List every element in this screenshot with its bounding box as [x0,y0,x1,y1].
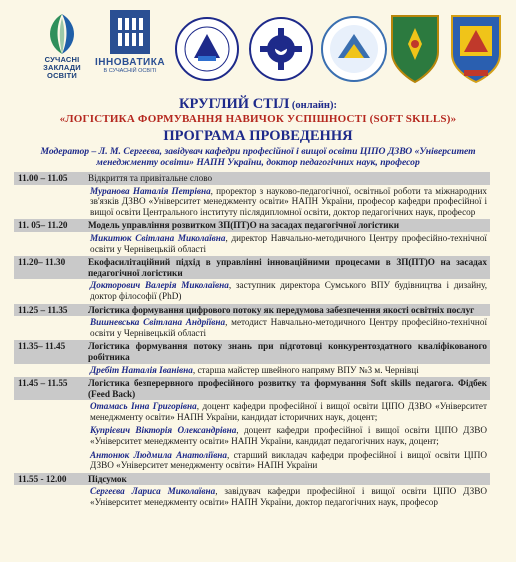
speaker-entry [14,279,490,303]
event-subtitle: «ЛОГІСТИКА ФОРМУВАННЯ НАВИЧОК УСПІШНОСТІ (SOFT SKILLS)» [59,113,457,125]
program-row [14,172,490,185]
speaker-entry [14,449,490,473]
session-topic: Логістика формування потоку знань при підготовці конкурентоздатного кваліфікованого робітника [88,341,487,362]
session-topic: Підсумок [88,473,127,484]
event-title-main: КРУГЛИЙ СТІЛ [179,96,290,112]
sz-logo-line1: СУЧАСНІ [44,55,80,64]
program-row [14,304,490,317]
session-topic: Відкриття та привітальне слово [88,173,213,183]
speaker-role: , директор Навчально-методичного Центру професійно-технічної освіти у Чернівецькій області [90,232,487,254]
speaker-name: Сергеєва Лариса Миколаївна [90,486,216,497]
session-topic: Модель управління розвитком ЗП(ПТ)О на засадах педагогічної логістики [88,220,400,231]
speaker-name: Отамась Інна Григорівна [90,401,197,412]
event-title-mode: (онлайн): [289,100,337,111]
speaker-role: , завідувач кафедри професійної і вищої освіти ЦІПО ДЗВО «Університет менеджменту освіти» НАПН України, доктор педагогічних наук, професор [90,486,487,508]
speaker-entry [14,185,490,220]
program-row [14,377,490,400]
session-time: 11.45 – 11.55 [18,378,68,389]
program-heading: ПРОГРАМА ПРОВЕДЕННЯ [163,128,353,144]
session-time: 11.25 – 11.35 [18,304,68,315]
speaker-role: , старша майстер швейного напряму ВПУ №3 м. Чернівці [192,364,419,375]
session-topic: Логістика формування цифрового потоку як передумова забезпечення якості освітніх послуг [88,304,475,315]
logo-strip [0,6,516,88]
round-emblem-logo [320,14,388,84]
speaker-entry [14,364,490,378]
suchasni-zaklady-osvity-logo [40,10,84,86]
speaker-name: Микитюк Світлана Миколаївна [90,232,226,243]
sz-logo-line2: ЗАКЛАДИ [43,63,81,72]
speaker-entry [14,316,490,340]
moderator-text: Л. М. Сергеєва, завідувач кафедри професійної і вищої освіти ЦІПО ДЗВО «Університет менеджменту освіти» НАПН України, доктор педагогічних наук, професор [96,146,476,168]
speaker-entry [14,485,490,509]
session-time: 11.35– 11.45 [18,341,66,352]
program-table [14,172,490,510]
gear-emblem-logo [248,16,314,82]
regional-arms-logo [446,12,506,86]
speaker-name: Купрієвич Вікторія Олександрівна [90,425,237,436]
program-row [14,256,490,279]
speaker-role: , доцент кафедри професійної і вищої освіти ЦІПО ДЗВО «Університет менеджменту освіти» НАПН України, кандидат педагогічних наук, доцент; [90,425,487,447]
speaker-role: , методист Навчально-методичного Центру професійно-технічної освіти у Чернівецькій області [90,317,487,338]
moderator-prefix: Модератор – [40,146,99,157]
speaker-entry [14,232,490,256]
speaker-entry [14,400,490,424]
speaker-role: , старший викладач кафедри професійної і вищої освіти ЦІПО ДЗВО «Університет менеджменту освіти» НАПН України [90,449,487,471]
sz-logo-line3: ОСВІТИ [47,71,77,80]
program-row [14,473,490,486]
innovatyka-emblem [110,10,150,54]
session-topic: Логістика безперервного професійного розвитку та формування Soft skills педагога. Фідбек (Feed Back) [88,378,487,399]
speaker-entry [14,424,490,448]
innovatyka-subtitle: В СУЧАСНІЙ ОСВІТІ [103,68,157,74]
university-seal-logo [174,16,240,82]
speaker-name: Докторович Валерія Миколаївна [90,280,229,291]
innovatyka-title: ІННОВАТИКА [95,57,166,68]
speaker-name: Муранова Наталія Петрівна [90,185,211,196]
program-row [14,340,490,363]
speaker-name: Вишневська Світлана Андріївна [90,317,226,328]
speaker-name: Дребіт Наталія Іванівна [90,364,193,375]
coat-of-arms-logo [386,12,444,86]
speaker-role: , доцент кафедри професійної і вищої освіти ЦІПО ДЗВО «Університет менеджменту освіти» НАПН України, кандидат історичних наук, доцент; [90,401,488,422]
speaker-role: , проректор з науково-педагогічної, освітньої роботи та міжнародних зв'язків ДЗВО «Університет менеджменту освіти» НАПН України, професор кафедри професійної і вищої освіти Центрального інституту післядипломної освіти, доктор педагогічних наук, професор [90,185,487,217]
session-time: 11.55 - 12.00 [18,473,67,484]
event-title [0,96,516,113]
moderator-line [20,146,496,168]
innovatyka-logo [95,10,165,86]
speaker-name: Антонюк Людмила Анатоліївна [90,449,228,460]
leaf-icon [42,10,82,56]
session-time: 11.00 – 11.05 [18,173,68,183]
session-topic: Екофасилітаційний підхід в управлінні інноваційними процесами в ЗП(ПТ)О на засадах педагогічної логістики [88,257,487,278]
session-time: 11.20– 11.30 [18,257,66,268]
speaker-role: , заступник директора Сумського ВПУ будівництва і дизайну, доктор філософії (PhD) [90,280,487,301]
program-row [14,219,490,232]
session-time: 11. 05– 11.20 [18,220,68,231]
